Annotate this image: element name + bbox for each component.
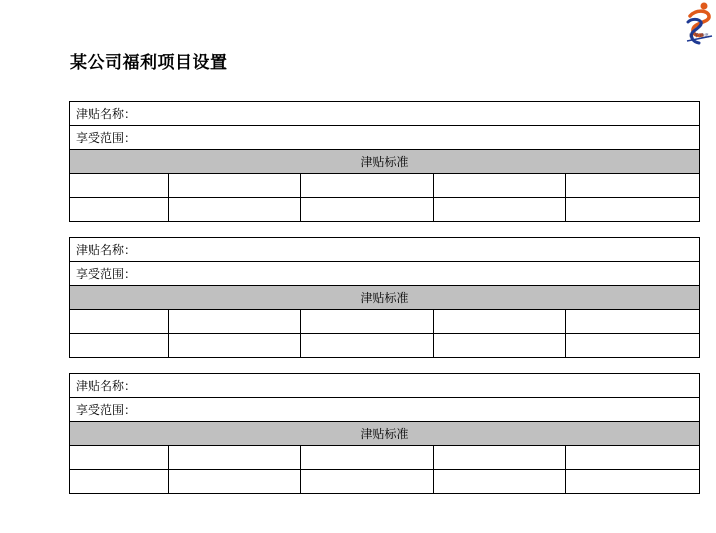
table-cell[interactable]	[566, 310, 700, 334]
table-row	[70, 446, 700, 470]
table-row	[70, 310, 700, 334]
allowance-table-3	[69, 373, 700, 494]
table-cell[interactable]	[169, 198, 301, 222]
table-cell[interactable]	[434, 470, 566, 494]
company-logo	[682, 0, 716, 46]
allowance-scope-label: 享受范围：	[70, 262, 700, 286]
table-row	[70, 470, 700, 494]
table-cell[interactable]	[301, 446, 434, 470]
allowance-standard-header: 津贴标准	[70, 422, 700, 446]
table-row	[70, 334, 700, 358]
page-title: 某公司福利项目设置	[70, 53, 228, 73]
table-cell[interactable]	[70, 198, 169, 222]
table-cell[interactable]	[70, 470, 169, 494]
table-cell[interactable]	[169, 470, 301, 494]
logo-caption: 成华通讯	[688, 33, 709, 39]
table-cell[interactable]	[301, 310, 434, 334]
table-cell[interactable]	[70, 310, 169, 334]
table-cell[interactable]	[301, 198, 434, 222]
table-cell[interactable]	[434, 446, 566, 470]
table-cell[interactable]	[566, 174, 700, 198]
table-cell[interactable]	[434, 334, 566, 358]
allowance-standard-header: 津贴标准	[70, 286, 700, 310]
table-cell[interactable]	[70, 334, 169, 358]
allowance-scope-label: 享受范围：	[70, 126, 700, 150]
allowance-scope-label: 享受范围：	[70, 398, 700, 422]
table-cell[interactable]	[434, 174, 566, 198]
allowance-table-1	[69, 101, 700, 222]
table-row	[70, 174, 700, 198]
table-cell[interactable]	[169, 334, 301, 358]
table-cell[interactable]	[434, 310, 566, 334]
table-cell[interactable]	[434, 198, 566, 222]
table-cell[interactable]	[566, 334, 700, 358]
table-cell[interactable]	[301, 470, 434, 494]
table-cell[interactable]	[169, 310, 301, 334]
table-cell[interactable]	[566, 446, 700, 470]
table-cell[interactable]	[566, 470, 700, 494]
table-cell[interactable]	[301, 174, 434, 198]
table-cell[interactable]	[566, 198, 700, 222]
allowance-name-label: 津贴名称：	[70, 374, 700, 398]
table-row	[70, 198, 700, 222]
allowance-name-label: 津贴名称：	[70, 102, 700, 126]
table-cell[interactable]	[70, 446, 169, 470]
table-cell[interactable]	[169, 174, 301, 198]
table-cell[interactable]	[70, 174, 169, 198]
table-cell[interactable]	[301, 334, 434, 358]
table-cell[interactable]	[169, 446, 301, 470]
allowance-name-label: 津贴名称：	[70, 238, 700, 262]
allowance-table-2	[69, 237, 700, 358]
allowance-standard-header: 津贴标准	[70, 150, 700, 174]
company-logo-icon	[682, 0, 716, 46]
